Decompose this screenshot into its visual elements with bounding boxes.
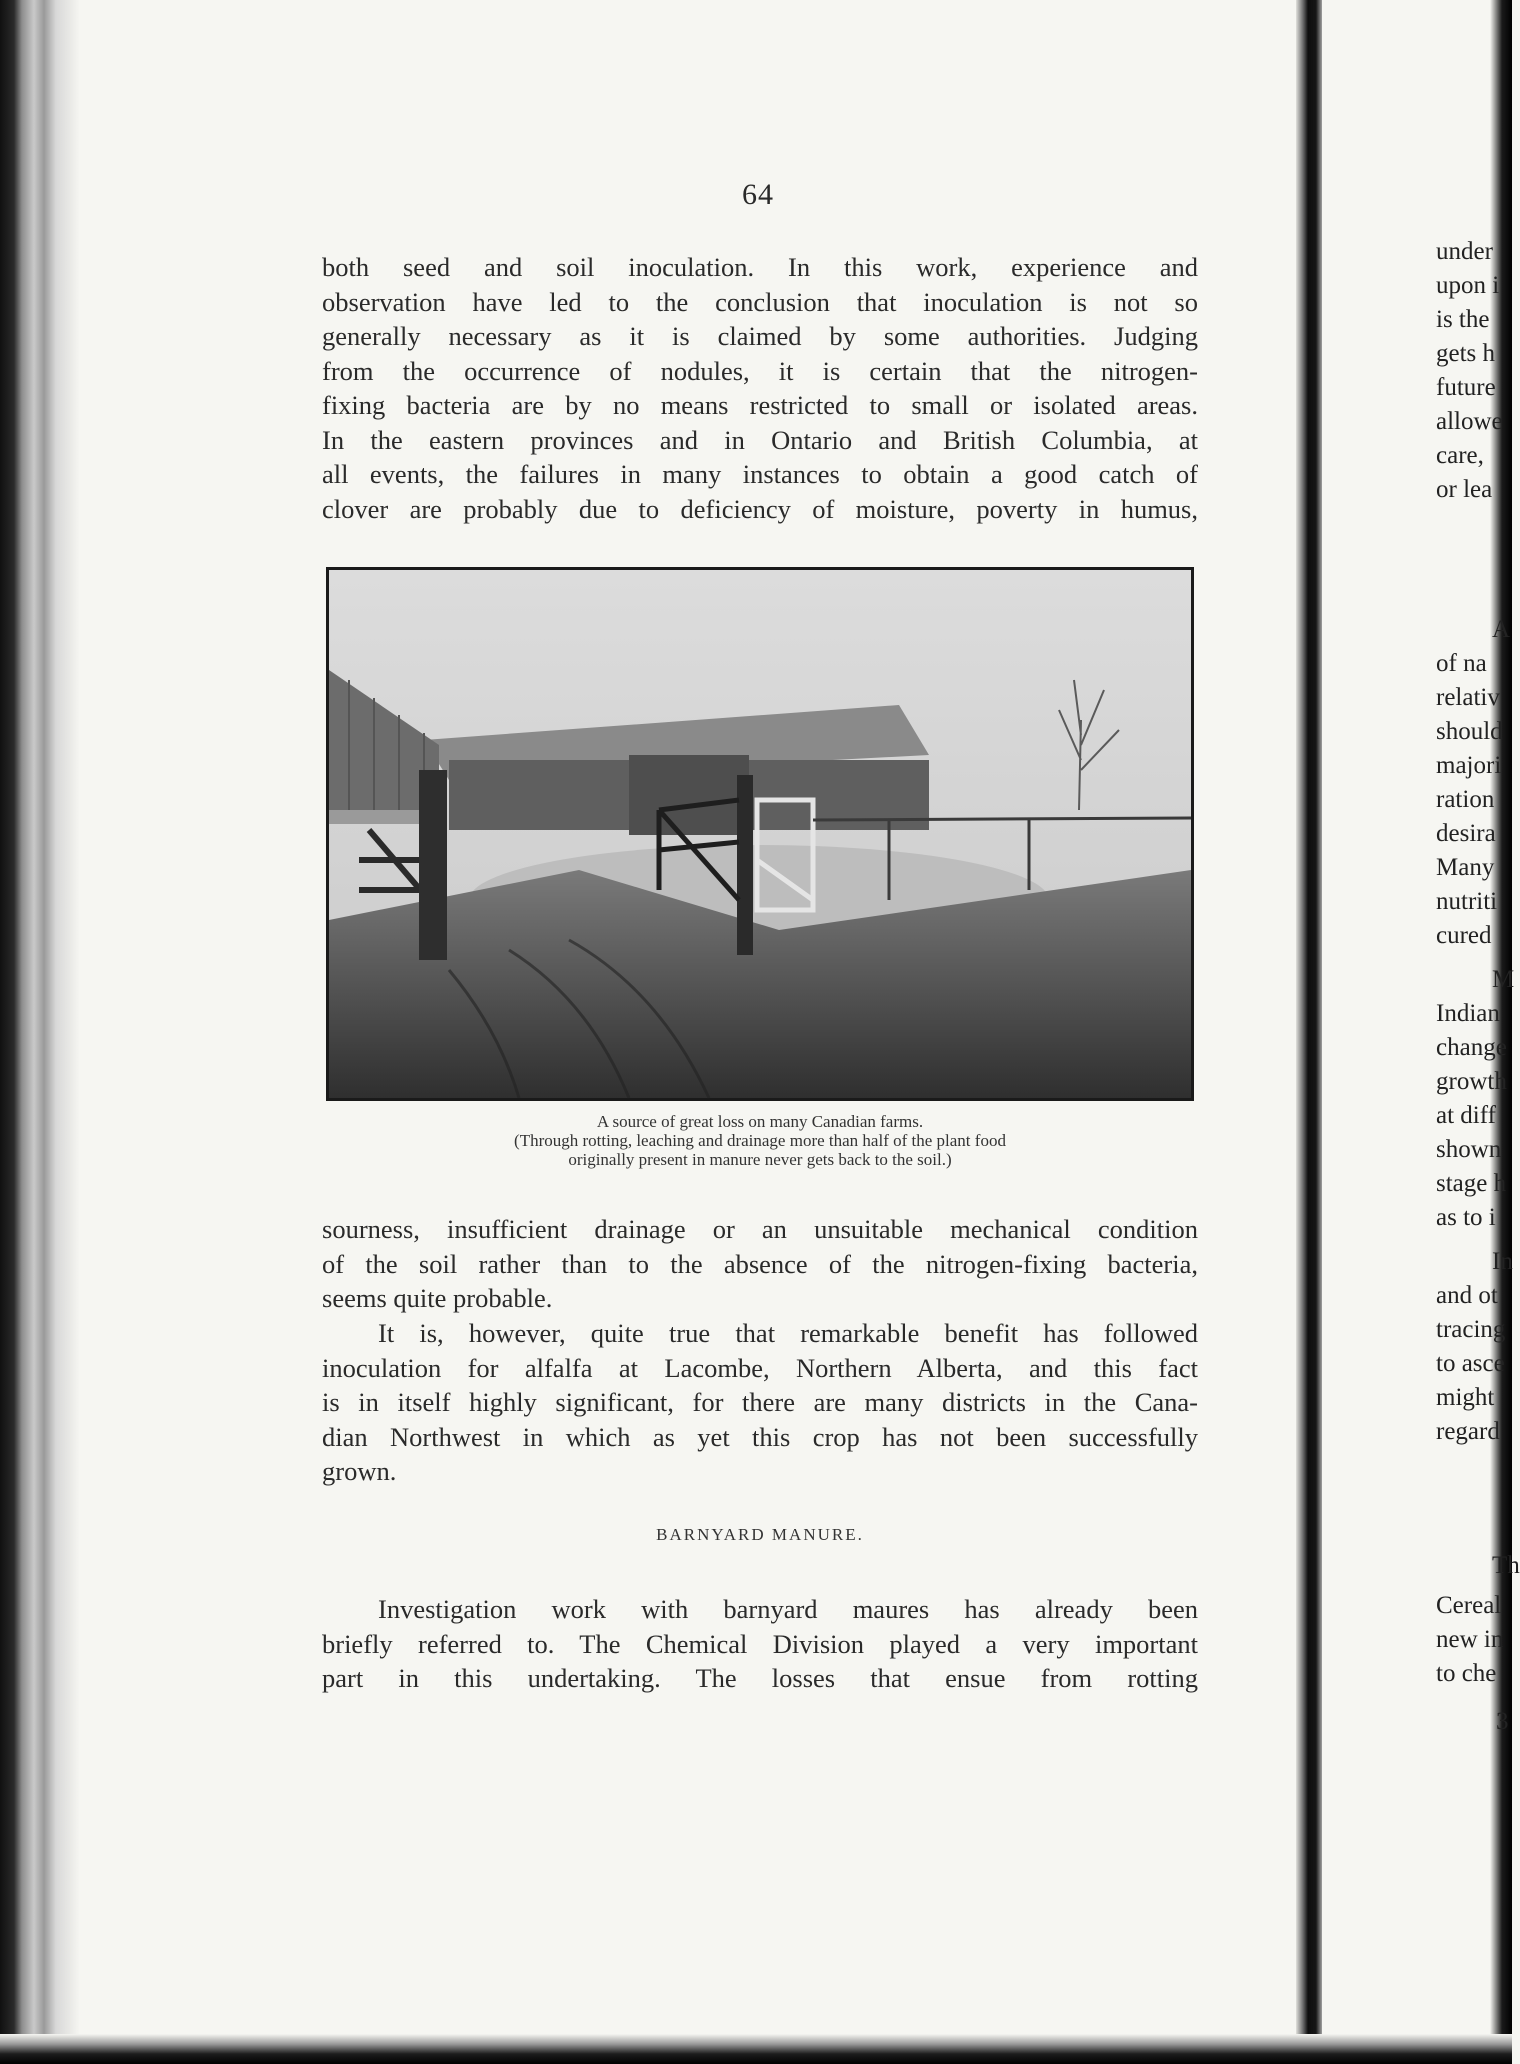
right-page-line: gets h bbox=[1436, 340, 1496, 367]
book-gutter bbox=[1296, 0, 1322, 2064]
right-page-line: to asce bbox=[1436, 1350, 1505, 1377]
right-page-line: growth bbox=[1436, 1068, 1507, 1095]
text-line: It is, however, quite true that remarkable benefit has followed bbox=[378, 1318, 1198, 1348]
book-bottom-edge bbox=[0, 2034, 1512, 2064]
right-page-line: as to i bbox=[1436, 1204, 1496, 1231]
right-page-line: at diff bbox=[1436, 1102, 1496, 1129]
right-page-line: A bbox=[1492, 616, 1511, 643]
right-page-line: is the bbox=[1436, 306, 1490, 333]
text-line: is in itself highly significant, for there are many districts in the Cana- bbox=[322, 1387, 1198, 1417]
text-line: inoculation for alfalfa at Lacombe, Northern Alberta, and this fact bbox=[322, 1352, 1198, 1383]
right-page-line: shown bbox=[1436, 1136, 1502, 1163]
right-page-line: regard bbox=[1436, 1418, 1500, 1445]
right-page-line: to che bbox=[1436, 1660, 1497, 1687]
text-line: grown. bbox=[322, 1456, 397, 1486]
right-page-line: and ot bbox=[1436, 1282, 1498, 1309]
farm-photograph bbox=[326, 567, 1194, 1101]
text-line: fixing bacteria are by no means restricted to small or isolated areas. bbox=[322, 390, 1198, 420]
right-page-line: desira bbox=[1436, 820, 1496, 847]
text-line: generally necessary as it is claimed by some authorities. Judging bbox=[322, 321, 1198, 351]
paragraph-1 bbox=[322, 250, 1198, 526]
text-line: sourness, insufficient drainage or an unsuitable mechanical condition bbox=[322, 1214, 1198, 1244]
right-page-line: of na bbox=[1436, 650, 1487, 677]
right-page-line: nutriti bbox=[1436, 888, 1498, 915]
caption-line: A source of great loss on many Canadian farms. bbox=[596, 1112, 924, 1131]
paragraph-4 bbox=[322, 1592, 1198, 1696]
right-page-line: change bbox=[1436, 1034, 1507, 1061]
right-page-line: 3 bbox=[1496, 1708, 1509, 1735]
right-page-line: cured bbox=[1436, 922, 1492, 949]
barnyard-photo-illustration bbox=[329, 570, 1191, 1098]
right-page-line: upon i bbox=[1436, 272, 1500, 299]
right-page-line: care, bbox=[1436, 442, 1484, 469]
text-line: Investigation work with barnyard maures has already been bbox=[378, 1594, 1198, 1624]
right-scan-edge bbox=[1490, 0, 1515, 2064]
caption-line: originally present in manure never gets back to the soil.) bbox=[568, 1150, 952, 1169]
text-line: In the eastern provinces and in Ontario and British Columbia, at bbox=[322, 424, 1198, 455]
text-line: observation have led to the conclusion that inoculation is not so bbox=[322, 286, 1198, 317]
right-page-line: should bbox=[1436, 718, 1503, 745]
right-page-line: relativ bbox=[1436, 684, 1500, 711]
text-line: dian Northwest in which as yet this crop has not been successfully bbox=[322, 1421, 1198, 1452]
text-line: briefly referred to. The Chemical Division played a very important bbox=[322, 1628, 1198, 1659]
page-number: 64 bbox=[742, 178, 774, 211]
text-line: seems quite probable. bbox=[322, 1283, 553, 1313]
right-page-line: future bbox=[1436, 374, 1496, 401]
paragraph-3 bbox=[322, 1316, 1198, 1489]
right-page-line: Many bbox=[1436, 854, 1495, 881]
right-page-line: In bbox=[1492, 1248, 1513, 1275]
right-page-line: allowe bbox=[1436, 408, 1503, 435]
book-spine-edge bbox=[0, 0, 80, 2064]
right-page-line: M bbox=[1492, 966, 1515, 993]
text-line: of the soil rather than to the absence of the nitrogen-fixing bacteria, bbox=[322, 1248, 1198, 1279]
text-line: clover are probably due to deficiency of moisture, poverty in humus, bbox=[322, 493, 1198, 524]
section-heading: BARNYARD MANURE. bbox=[656, 1525, 864, 1544]
text-line: both seed and soil inoculation. In this work, experience and bbox=[322, 252, 1198, 282]
right-page-line: under bbox=[1436, 238, 1493, 265]
right-page-line: or lea bbox=[1436, 476, 1493, 503]
right-page-line: Th bbox=[1492, 1552, 1520, 1579]
figure-caption bbox=[322, 1112, 1198, 1169]
right-page-line: ration bbox=[1436, 786, 1495, 813]
right-page-line: Indian bbox=[1436, 1000, 1500, 1027]
text-line: from the occurrence of nodules, it is certain that the nitrogen- bbox=[322, 355, 1198, 386]
right-page-line: new in bbox=[1436, 1626, 1504, 1653]
text-line: part in this undertaking. The losses that ensue from rotting bbox=[322, 1663, 1198, 1693]
paragraph-2 bbox=[322, 1212, 1198, 1316]
right-page-line: might bbox=[1436, 1384, 1495, 1411]
right-page-line: majori bbox=[1436, 752, 1502, 779]
text-line: all events, the failures in many instances to obtain a good catch of bbox=[322, 459, 1198, 489]
right-page-line: tracing bbox=[1436, 1316, 1506, 1343]
right-page-line: Cereal bbox=[1436, 1592, 1502, 1619]
right-page-line: stage h bbox=[1436, 1170, 1507, 1197]
caption-line: (Through rotting, leaching and drainage more than half of the plant food bbox=[514, 1131, 1006, 1150]
